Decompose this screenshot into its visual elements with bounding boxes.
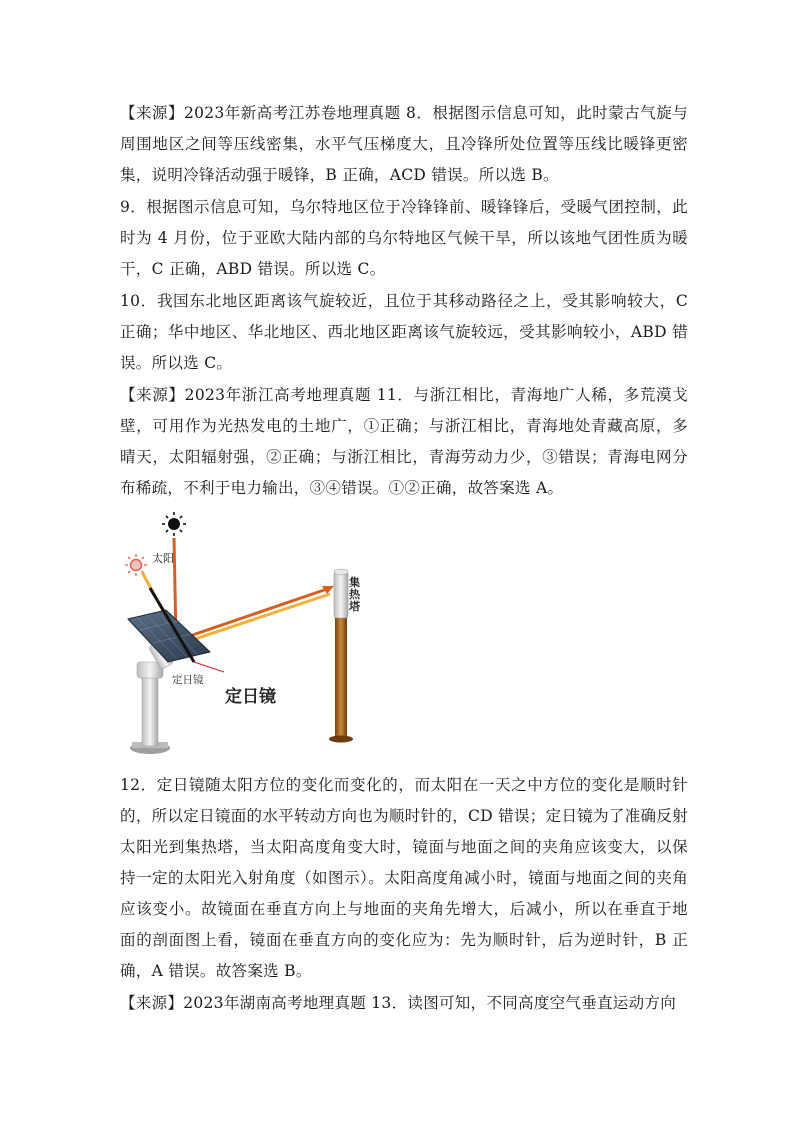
paragraph-q10: 10．我国东北地区距离该气旋较近，且位于其移动路径之上，受其影响较大，C 正确；华中地区、华北地区、西北地区距离该气旋较远，受其影响较小，ABD 错误。所以选 C。 [120, 292, 688, 372]
document-page [120, 98, 688, 1020]
reflected-ray-low [180, 594, 330, 644]
heliostat-leader-line [194, 662, 224, 672]
heliostat-diagram [120, 512, 380, 762]
paragraph-source-jiangsu: 【来源】2023年新高考江苏卷地理真题 8．根据图示信息可知，此时蒙古气旋与周围地区之间等压线密集，水平气压梯度大，且冷锋所处位置等压线比暖锋更密集，说明冷锋活动强于暖锋，B 正确，ACD 错误。所以选 B。 [120, 104, 688, 184]
heliostat-label-large: 定日镜 [225, 687, 276, 707]
heliostat-label-small: 定日镜 [172, 674, 204, 686]
paragraph-source-hunan: 【来源】2023年湖南高考地理真题 13．读图可知，不同高度空气垂直运动方向 [120, 994, 676, 1012]
paragraph-q12: 12．定日镜随太阳方位的变化而变化的，而太阳在一天之中方位的变化是顺时针的，所以定日镜面的水平转动方向也为顺时针的，CD 错误；定日镜为了准确反射太阳光到集热塔，当太阳高度角变大时，镜面与地面之间的夹角应该变大，以保持一定的太阳光入射角度（如图示）。太阳高度角减小时，镜面与地面之间的夹角应该变小。故镜面在垂直方向上与地面的夹角先增大，后减小，所以在垂直于地面的剖面图上看，镜面在垂直方向的变化应为：先为顺时针，后为逆时针，B 正确，A 错误。故答案选 B。 [120, 776, 688, 980]
paragraph-source-zhejiang: 【来源】2023年浙江高考地理真题 11．与浙江相比，青海地广人稀，多荒漠戈壁，可用作为光热发电的土地广，①正确；与浙江相比，青海地处青藏高原，多晴天，太阳辐射强，②正确；与浙江相比，青海劳动力少，③错误；青海电网分布稀疏，不利于电力输出，③④错误。①②正确，故答案选 A。 [120, 386, 688, 497]
sun-high-icon [162, 512, 186, 536]
paragraph-q9: 9．根据图示信息可知，乌尔特地区位于冷锋锋前、暖锋锋后，受暖气团控制，此时为 4 月份，位于亚欧大陆内部的乌尔特地区气候干旱，所以该地气团性质为暖干，C 正确，ABD 错误。所以选 C。 [120, 198, 688, 278]
sun-label: 太阳 [152, 552, 174, 565]
tower-label: 集热塔 [349, 576, 360, 613]
reflected-ray-high [178, 588, 330, 640]
